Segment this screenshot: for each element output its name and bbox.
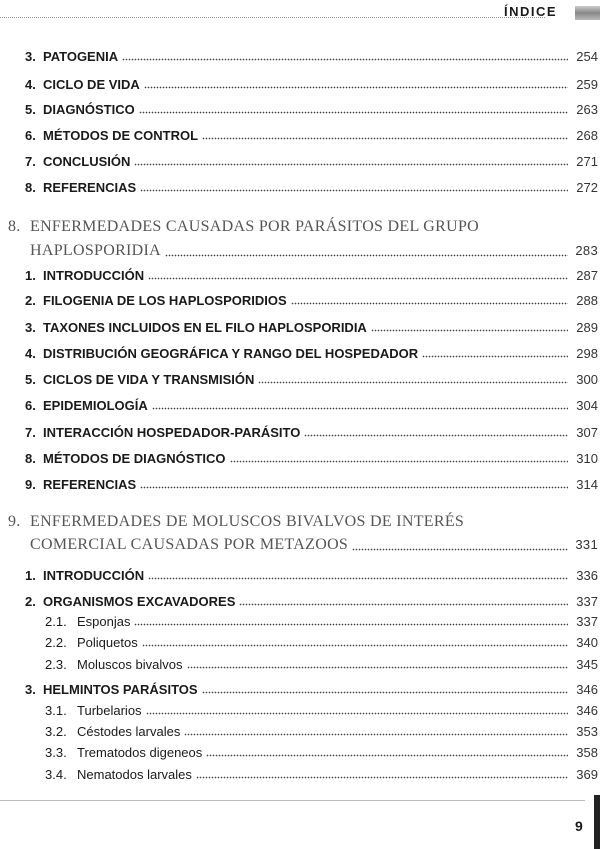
- entry-page-number: 337: [576, 594, 598, 609]
- dot-leader: [230, 460, 569, 463]
- entry-number: 4.: [25, 77, 36, 92]
- toc-entry: [0, 398, 598, 413]
- toc-entry: [0, 49, 598, 64]
- toc-entry: [0, 425, 598, 440]
- entry-page-number: 314: [576, 477, 598, 492]
- entry-page-number: 268: [576, 128, 598, 143]
- entry-title: COMERCIAL CAUSADAS POR METAZOOS: [30, 536, 349, 553]
- dot-leader: [196, 776, 568, 779]
- entry-title: ENFERMEDADES CAUSADAS POR PARÁSITOS DEL GRUPO: [30, 218, 479, 235]
- entry-number: 7.: [25, 154, 36, 169]
- toc-entry: [0, 745, 598, 760]
- entry-number: 9.: [25, 477, 36, 492]
- toc-entry: [0, 154, 598, 169]
- entry-number: 3.4.: [45, 767, 67, 782]
- entry-title: Moluscos bivalvos: [77, 657, 183, 672]
- entry-title: CONCLUSIÓN: [43, 154, 131, 169]
- toc-entry: [0, 451, 598, 466]
- entry-page-number: 263: [576, 102, 598, 117]
- entry-page-number: 346: [576, 682, 598, 697]
- entry-number: 8.: [25, 451, 36, 466]
- dot-leader: [122, 58, 568, 61]
- entry-title: Poliquetos: [77, 635, 138, 650]
- entry-title: DIAGNÓSTICO: [43, 102, 135, 117]
- dot-leader: [152, 407, 568, 410]
- entry-page-number: 254: [576, 49, 598, 64]
- entry-title: Turbelarios: [77, 703, 142, 718]
- entry-page-number: 369: [576, 767, 598, 782]
- entry-page-number: 346: [576, 703, 598, 718]
- dot-leader: [187, 666, 569, 669]
- entry-title: CICLO DE VIDA: [43, 77, 140, 92]
- entry-number: 3.1.: [45, 703, 67, 718]
- entry-number: 9.: [8, 513, 21, 530]
- entry-number: 3.2.: [45, 724, 67, 739]
- entry-title: INTERACCIÓN HOSPEDADOR-PARÁSITO: [43, 425, 301, 440]
- entry-number: 8.: [8, 218, 21, 235]
- entry-title: MÉTODOS DE DIAGNÓSTICO: [43, 451, 226, 466]
- entry-title: HAPLOSPORIDIA: [30, 242, 162, 259]
- entry-page-number: 298: [576, 346, 598, 361]
- entry-page-number: 310: [576, 451, 598, 466]
- dot-leader: [144, 86, 568, 89]
- entry-number: 5.: [25, 102, 36, 117]
- entry-number: 2.2.: [45, 635, 67, 650]
- dot-leader: [202, 137, 568, 140]
- entry-title: Trematodos digeneos: [77, 745, 203, 760]
- dot-leader: [206, 754, 568, 757]
- toc-entry: [0, 703, 598, 718]
- toc-entry: [0, 536, 598, 554]
- toc-entry: [0, 635, 598, 650]
- entry-title: PATOGENIA: [43, 49, 119, 64]
- dot-leader: [352, 548, 568, 551]
- toc-entry: [0, 293, 598, 308]
- dot-leader: [142, 644, 568, 647]
- entry-page-number: 271: [576, 154, 598, 169]
- dot-leader: [304, 434, 568, 437]
- entry-page-number: 307: [576, 425, 598, 440]
- entry-title: CICLOS DE VIDA Y TRANSMISIÓN: [43, 372, 255, 387]
- toc-entry: [0, 320, 598, 335]
- entry-number: 1.: [25, 568, 36, 583]
- toc-entry: [0, 568, 598, 583]
- entry-page-number: 336: [576, 568, 598, 583]
- entry-number: 8.: [25, 180, 36, 195]
- entry-page-number: 272: [576, 180, 598, 195]
- header-tab-mark: [575, 6, 600, 20]
- footer-rule: [0, 800, 585, 801]
- toc-entry: [0, 180, 598, 195]
- entry-number: 2.3.: [45, 657, 67, 672]
- entry-page-number: 300: [576, 372, 598, 387]
- entry-page-number: 287: [576, 268, 598, 283]
- entry-number: 3.: [25, 320, 36, 335]
- entry-number: 6.: [25, 398, 36, 413]
- toc-entry: [0, 477, 598, 492]
- toc-entry: [0, 128, 598, 143]
- dot-leader: [239, 603, 568, 606]
- entry-title: MÉTODOS DE CONTROL: [43, 128, 199, 143]
- entry-number: 1.: [25, 268, 36, 283]
- entry-title: INTRODUCCIÓN: [43, 268, 145, 283]
- toc-entry: [0, 268, 598, 283]
- dot-leader: [184, 733, 568, 736]
- dot-leader: [134, 163, 568, 166]
- toc-entry: [0, 102, 598, 117]
- dot-leader: [139, 111, 568, 114]
- dot-leader: [140, 189, 568, 192]
- toc-entry: [0, 77, 598, 92]
- entry-title: Céstodes larvales: [77, 724, 181, 739]
- entry-number: 3.: [25, 682, 36, 697]
- dot-leader: [371, 329, 568, 332]
- entry-number: 3.: [25, 49, 36, 64]
- entry-number: 5.: [25, 372, 36, 387]
- entry-page-number: 353: [576, 724, 598, 739]
- dot-leader: [202, 691, 568, 694]
- entry-title: Nematodos larvales: [77, 767, 192, 782]
- toc-entry: [0, 346, 598, 361]
- toc-entry: [0, 682, 598, 697]
- entry-title: HELMINTOS PARÁSITOS: [43, 682, 198, 697]
- entry-number: 4.: [25, 346, 36, 361]
- entry-title: Esponjas: [77, 614, 131, 629]
- entry-number: 3.3.: [45, 745, 67, 760]
- toc-entry: [0, 372, 598, 387]
- entry-page-number: 283: [575, 243, 598, 258]
- entry-page-number: 340: [576, 635, 598, 650]
- entry-title: REFERENCIAS: [43, 477, 137, 492]
- entry-page-number: 304: [576, 398, 598, 413]
- toc-entry: [0, 657, 598, 672]
- toc-entry: [0, 594, 598, 609]
- dot-leader: [148, 277, 568, 280]
- page-edge-mark: [594, 795, 600, 849]
- dot-leader: [165, 254, 568, 257]
- entry-page-number: 331: [575, 537, 598, 552]
- dot-leader: [258, 381, 568, 384]
- entry-title: INTRODUCCIÓN: [43, 568, 145, 583]
- entry-title: TAXONES INCLUIDOS EN EL FILO HAPLOSPORIDIA: [43, 320, 367, 335]
- entry-number: 2.1.: [45, 614, 67, 629]
- toc-entry: [0, 242, 598, 260]
- entry-title: ORGANISMOS EXCAVADORES: [43, 594, 236, 609]
- entry-title: ENFERMEDADES DE MOLUSCOS BIVALVOS DE INTERÉS: [30, 513, 465, 530]
- toc-entry: [0, 724, 598, 739]
- dot-leader: [146, 712, 568, 715]
- entry-title: REFERENCIAS: [43, 180, 137, 195]
- entry-number: 7.: [25, 425, 36, 440]
- toc-entry: [0, 218, 598, 236]
- header-rule: [0, 17, 545, 18]
- page-number: 9: [575, 818, 583, 834]
- dot-leader: [291, 302, 568, 305]
- dot-leader: [422, 355, 568, 358]
- toc-entry: [0, 767, 598, 782]
- entry-number: 2.: [25, 293, 36, 308]
- entry-page-number: 288: [576, 293, 598, 308]
- entry-number: 6.: [25, 128, 36, 143]
- entry-page-number: 289: [576, 320, 598, 335]
- dot-leader: [148, 577, 568, 580]
- toc-entry: [0, 513, 598, 531]
- entry-page-number: 345: [576, 657, 598, 672]
- entry-title: EPIDEMIOLOGÍA: [43, 398, 148, 413]
- entry-page-number: 337: [576, 614, 598, 629]
- entry-number: 2.: [25, 594, 36, 609]
- entry-page-number: 358: [576, 745, 598, 760]
- dot-leader: [134, 623, 568, 626]
- running-header-title: ÍNDICE: [504, 4, 558, 19]
- entry-page-number: 259: [576, 77, 598, 92]
- toc-entry: [0, 614, 598, 629]
- entry-title: FILOGENIA DE LOS HAPLOSPORIDIOS: [43, 293, 287, 308]
- entry-title: DISTRIBUCIÓN GEOGRÁFICA Y RANGO DEL HOSPEDADOR: [43, 346, 419, 361]
- dot-leader: [140, 486, 568, 489]
